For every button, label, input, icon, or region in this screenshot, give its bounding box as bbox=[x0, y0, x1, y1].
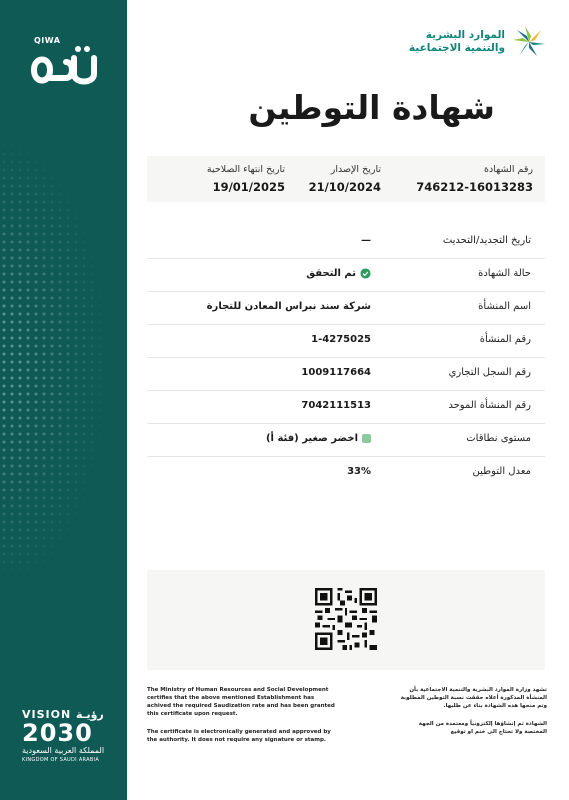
certificate-details bbox=[147, 226, 545, 490]
footer-ar-certification: تشهد وزارة الموارد البشرية والتنمية الاجتماعية بأن المنشأة المذكورة أعلاه حققت نسبة التوطين المطلوبة وتم منحها هذه الشهادة بناء عن طلبها. bbox=[400, 687, 547, 709]
establishment-name-label: اسم المنشأة bbox=[478, 301, 531, 312]
issue-date: 21/10/2024 bbox=[308, 180, 381, 194]
qiwa-logo-icon bbox=[30, 44, 100, 90]
commercial-register-label: رقم السجل التجاري bbox=[448, 367, 531, 378]
certificate-number-block bbox=[416, 164, 533, 194]
vision-title: VISION رؤيـة bbox=[22, 708, 104, 721]
certificate-number-label: رقم الشهادة bbox=[484, 164, 533, 175]
detail-row bbox=[147, 292, 545, 325]
certificate-status-text: تم التحقق bbox=[306, 268, 356, 279]
renewal-date-value: — bbox=[361, 235, 371, 246]
renewal-date-label: تاريخ التجديد/التحديث bbox=[442, 235, 531, 246]
detail-row bbox=[147, 391, 545, 424]
expiry-date-block bbox=[207, 164, 285, 194]
qr-code-icon[interactable] bbox=[315, 588, 377, 650]
qiwa-label: QIWA bbox=[34, 36, 61, 45]
issue-date-label: تاريخ الإصدار bbox=[330, 164, 381, 175]
vision-year: 2030 bbox=[22, 719, 93, 747]
nitaqat-green-indicator-icon bbox=[362, 434, 371, 443]
detail-row bbox=[147, 358, 545, 391]
detail-row bbox=[147, 259, 545, 292]
establishment-number-value: 1-4275025 bbox=[311, 334, 371, 345]
nitaqat-level-value bbox=[266, 433, 371, 444]
footer-en-certification: The Ministry of Human Resources and Social Development certifies that the above mentioned Establishment has achived the required Saudization rate and has been granted this certificate upon request. bbox=[147, 687, 335, 717]
vision-2030-logo bbox=[22, 708, 106, 763]
ministry-name: الموارد البشرية والتنمية الاجتماعية bbox=[408, 29, 505, 54]
qr-section bbox=[147, 570, 545, 670]
commercial-register-value: 1009117664 bbox=[301, 367, 371, 378]
saudization-rate-label: معدل التوطين bbox=[472, 466, 531, 477]
certificate-status-label: حالة الشهادة bbox=[478, 268, 531, 279]
footer-arabic bbox=[399, 686, 547, 746]
ministry-brand bbox=[409, 24, 547, 60]
certificate-summary bbox=[147, 156, 545, 202]
certificate-number: 746212-16013283 bbox=[416, 180, 533, 194]
establishment-number-label: رقم المنشأة bbox=[479, 334, 531, 345]
detail-row bbox=[147, 325, 545, 358]
sidebar bbox=[0, 0, 127, 800]
establishment-name-value: شركة سند نبراس المعادن للتجارة bbox=[206, 301, 371, 312]
page-title: شهادة التوطين bbox=[248, 88, 495, 127]
detail-row bbox=[147, 457, 545, 490]
nitaqat-level-text: اخضر صغير (فئة أ) bbox=[265, 433, 358, 444]
certificate-status-value bbox=[306, 268, 371, 279]
expiry-date-label: تاريخ انتهاء الصلاحية bbox=[206, 164, 285, 175]
detail-row bbox=[147, 226, 545, 259]
unified-number-label: رقم المنشأة الموحد bbox=[448, 400, 531, 411]
issue-date-block bbox=[309, 164, 381, 194]
detail-row bbox=[147, 424, 545, 457]
footer-ar-electronic-note: الشهادة تم إنشاؤها إلكترونياً ومعتمدة من الجهة المختصة ولا تحتاج الى ختم او توقيع bbox=[418, 721, 547, 735]
dot-pattern bbox=[0, 110, 127, 570]
unified-number-value: 7042111513 bbox=[301, 400, 371, 411]
saudization-rate-value: 33% bbox=[347, 466, 371, 477]
footer-en-electronic-note: The certificate is electronically generated and approved by the authority. It does not require any signature or stamp. bbox=[147, 729, 331, 743]
vision-kingdom-en: KINGDOM OF SAUDI ARABIA bbox=[22, 757, 100, 763]
footer-english bbox=[147, 686, 335, 754]
expiry-date: 19/01/2025 bbox=[212, 180, 285, 194]
nitaqat-level-label: مستوى نطاقات bbox=[466, 433, 531, 444]
vision-kingdom-ar: المملكة العربية السعودية bbox=[22, 746, 105, 755]
ministry-star-logo-icon bbox=[511, 24, 547, 60]
verified-check-icon bbox=[360, 268, 371, 279]
